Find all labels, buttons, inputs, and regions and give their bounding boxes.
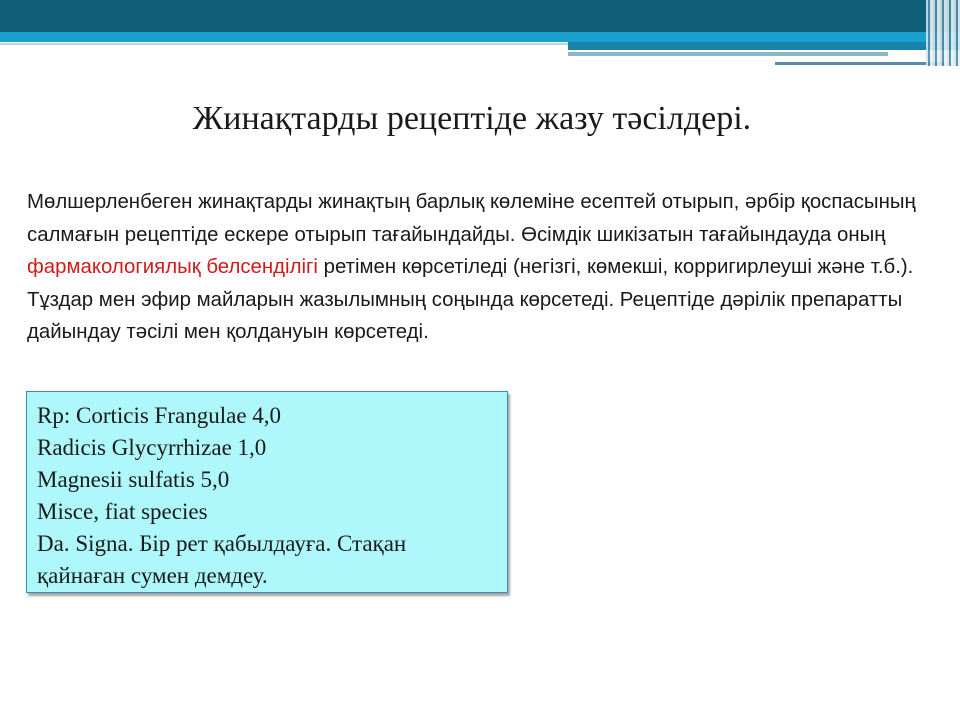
body-text-part1: Мөлшерленбеген жинақтарды жинақтың барлық көлеміне есептей отырып, әрбір қоспасының салмағын рецептіде ескере отырып тағайындайды. Өсімдік шикізатын тағайындауда оның (27, 191, 916, 246)
recipe-line: Radicis Glycyrrhizae 1,0 (37, 435, 267, 460)
header-band-dark (0, 0, 960, 32)
header-band-right (568, 42, 960, 50)
header-band-light (0, 32, 960, 42)
recipe-line: Magnesii sulfatis 5,0 (37, 467, 230, 492)
body-paragraph (27, 186, 942, 349)
recipe-box (26, 391, 508, 593)
header-thin-line-right (568, 52, 888, 56)
header-thin-line-right-lower (775, 62, 945, 65)
body-text-part2: ретімен көрсетіледі (негізгі, көмекші, корригирлеуші және т.б.). Тұздар мен эфир майларын жазылымның соңында көрсетеді. Рецептіде дәрілік препаратты дайындау тәсілі мен қолдануын көрсетеді. (27, 256, 914, 343)
body-text-highlight: фармакологиялық белсенділігі (27, 256, 318, 278)
recipe-line: Da. Signa. Бір рет қабылдауға. Стақан (37, 531, 407, 556)
header-vertical-stripes (926, 0, 960, 66)
recipe-line: қайнаған сумен демдеу. (37, 563, 268, 588)
header-thin-line-left (0, 43, 568, 45)
slide-title: Жинақтарды рецептіде жазу тәсілдері. (192, 100, 752, 137)
recipe-line: Misce, fiat species (37, 499, 208, 524)
recipe-line: Rp: Corticis Frangulae 4,0 (37, 403, 282, 428)
